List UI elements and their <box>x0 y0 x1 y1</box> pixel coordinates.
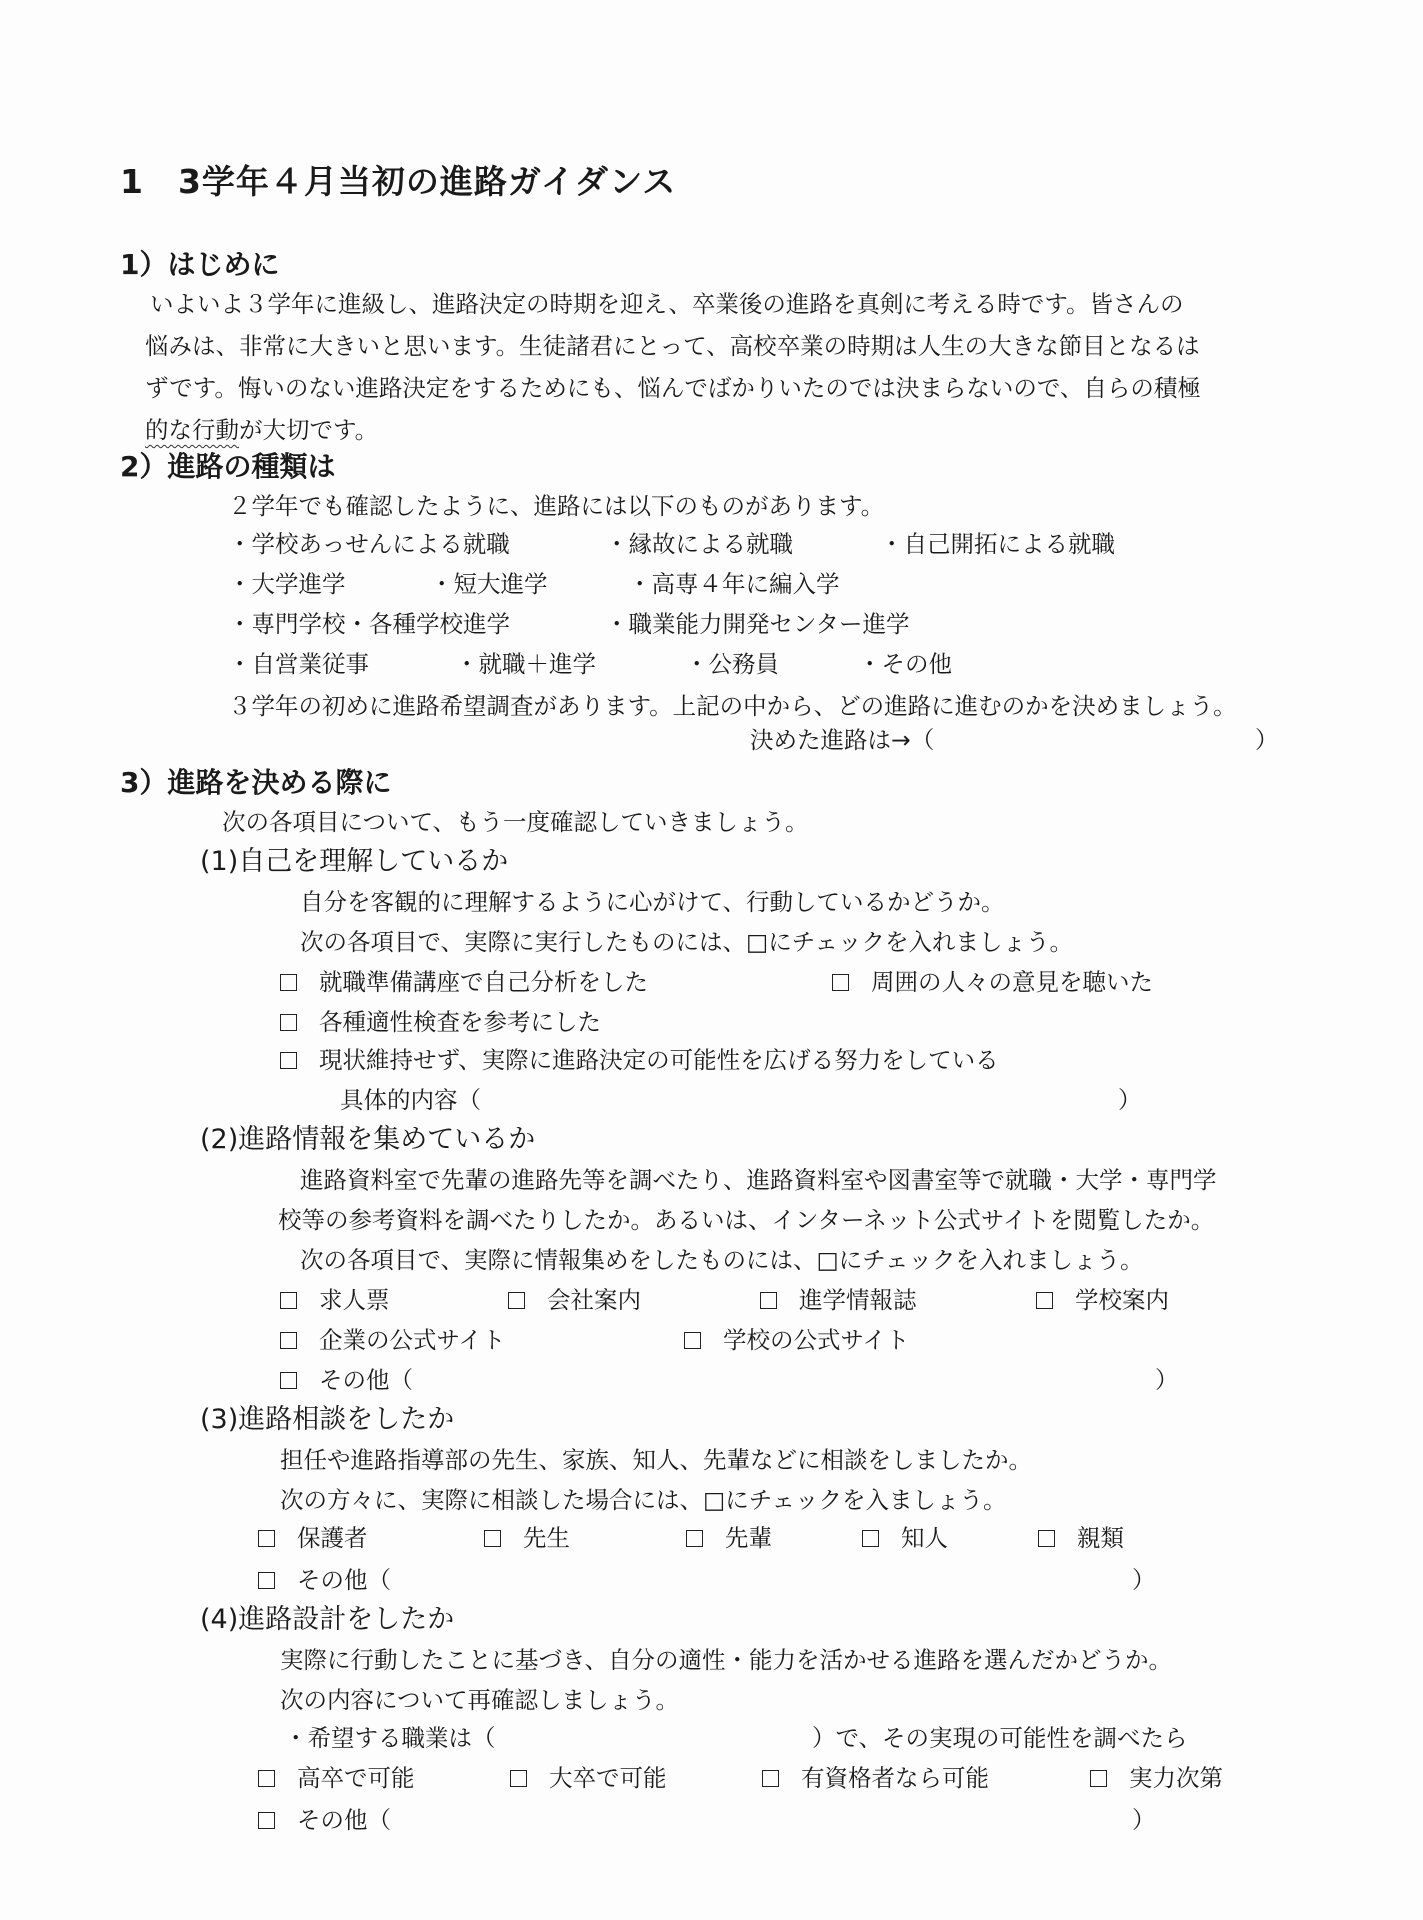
checkbox-item[interactable] <box>686 1524 772 1552</box>
section-1-heading: 1）はじめに <box>120 248 280 281</box>
s2-line-1: 進路資料室で先輩の進路先等を調べたり、進路資料室や図書室等で就職・大学・専門学 <box>300 1166 1217 1194</box>
checkbox[interactable] <box>280 974 297 991</box>
checkbox[interactable] <box>1038 1530 1055 1547</box>
checkbox[interactable] <box>280 1372 297 1389</box>
checkbox-item[interactable] <box>510 1764 667 1792</box>
s2-line-3: 次の各項目で、実際に情報集めをしたものには、□にチェックを入れましょう。 <box>300 1246 1144 1274</box>
survey-text: ３学年の初めに進路希望調査があります。上記の中から、どの進路に進むのかを決めましょう。 <box>228 692 1237 720</box>
course-item: ・大学進学 <box>228 570 346 598</box>
checkbox[interactable] <box>510 1770 527 1787</box>
checkbox-item[interactable] <box>258 1806 391 1834</box>
checkbox-label: その他（ <box>319 1366 413 1394</box>
desired-job-rest: ）で、その実現の可能性を調べたら <box>812 1724 1188 1752</box>
checkbox-label: 進学情報誌 <box>799 1286 917 1314</box>
s1-line-1: 自分を客観的に理解するように心がけて、行動しているかどうか。 <box>300 888 1005 916</box>
checkbox-label: 各種適性検査を参考にした <box>319 1008 601 1036</box>
checkbox[interactable] <box>258 1530 275 1547</box>
subsection-1-heading: (1)自己を理解しているか <box>200 846 509 877</box>
course-item: ・自己開拓による就職 <box>880 530 1115 558</box>
checkbox[interactable] <box>280 1052 297 1069</box>
checkbox-item[interactable] <box>280 968 648 996</box>
sec3-intro: 次の各項目について、もう一度確認していきましょう。 <box>222 808 809 836</box>
checkbox-item[interactable] <box>484 1524 570 1552</box>
checkbox-item[interactable] <box>684 1326 909 1354</box>
checkbox-label: 先輩 <box>725 1524 772 1552</box>
checkbox-item[interactable] <box>1090 1764 1223 1792</box>
checkbox[interactable] <box>258 1812 275 1829</box>
course-item: ・短大進学 <box>430 570 548 598</box>
decided-course-label: 決めた進路は→（ <box>750 726 935 754</box>
checkbox-item[interactable] <box>862 1524 948 1552</box>
checkbox-item[interactable] <box>258 1524 368 1552</box>
checkbox-label: 保護者 <box>297 1524 368 1552</box>
section-3-heading: 3）進路を決める際に <box>120 766 392 799</box>
checkbox[interactable] <box>1036 1292 1053 1309</box>
course-item: ・職業能力開発センター進学 <box>605 610 910 638</box>
checkbox-label: 求人票 <box>319 1286 390 1314</box>
checkbox-label: 大卒で可能 <box>549 1764 667 1792</box>
checkbox-item[interactable] <box>258 1764 415 1792</box>
course-item: ・自営業従事 <box>228 650 369 678</box>
checkbox[interactable] <box>686 1530 703 1547</box>
checkbox-label: 現状維持せず、実際に進路決定の可能性を広げる努力をしている <box>319 1046 999 1074</box>
checkbox-label: その他（ <box>297 1806 391 1834</box>
close-paren: ） <box>1132 1806 1156 1834</box>
emphasis-text: 的な行動 <box>145 416 239 444</box>
sec1-line-4-rest: が大切です。 <box>239 416 379 444</box>
checkbox-item[interactable] <box>762 1764 989 1792</box>
checkbox[interactable] <box>508 1292 525 1309</box>
course-item: ・その他 <box>858 650 952 678</box>
sec2-intro: ２学年でも確認したように、進路には以下のものがあります。 <box>228 492 885 520</box>
s2-line-2: 校等の参考資料を調べたりしたか。あるいは、インターネット公式サイトを閲覧したか。 <box>278 1206 1215 1234</box>
section-2-heading: 2）進路の種類は <box>120 450 336 483</box>
checkbox-label: 学校案内 <box>1075 1286 1169 1314</box>
checkbox[interactable] <box>1090 1770 1107 1787</box>
checkbox-label: 学校の公式サイト <box>723 1326 910 1354</box>
checkbox[interactable] <box>258 1572 275 1589</box>
course-item: ・縁故による就職 <box>605 530 793 558</box>
subsection-3-heading: (3)進路相談をしたか <box>200 1404 455 1435</box>
sec1-line-4 <box>145 416 378 444</box>
checkbox[interactable] <box>280 1292 297 1309</box>
subsection-4-heading: (4)進路設計をしたか <box>200 1604 455 1635</box>
checkbox[interactable] <box>280 1014 297 1031</box>
checkbox[interactable] <box>762 1770 779 1787</box>
sec1-line-1: いよいよ３学年に進級し、進路決定の時期を迎え、卒業後の進路を真剣に考える時です。皆さんの <box>150 290 1184 318</box>
checkbox[interactable] <box>258 1770 275 1787</box>
checkbox[interactable] <box>684 1332 701 1349</box>
close-paren: ） <box>1255 726 1279 754</box>
checkbox-item[interactable] <box>280 1046 999 1074</box>
course-item: ・学校あっせんによる就職 <box>228 530 510 558</box>
checkbox-label: その他（ <box>297 1566 391 1594</box>
close-paren: ） <box>1155 1366 1179 1394</box>
page-title: 1 3学年４月当初の進路ガイダンス <box>120 162 677 201</box>
s4-line-2: 次の内容について再確認しましょう。 <box>280 1686 680 1714</box>
checkbox-label: 企業の公式サイト <box>319 1326 506 1354</box>
checkbox[interactable] <box>862 1530 879 1547</box>
subsection-2-heading: (2)進路情報を集めているか <box>200 1124 536 1155</box>
s4-line-1: 実際に行動したことに基づき、自分の適性・能力を活かせる進路を選んだかどうか。 <box>280 1646 1173 1674</box>
checkbox-label: 知人 <box>901 1524 948 1552</box>
sec1-line-2: 悩みは、非常に大きいと思います。生徒諸君にとって、高校卒業の時期は人生の大きな節目となるは <box>145 332 1200 360</box>
s1-line-2: 次の各項目で、実際に実行したものには、□にチェックを入れましょう。 <box>300 928 1074 956</box>
checkbox-item[interactable] <box>760 1286 917 1314</box>
course-item: ・公務員 <box>685 650 779 678</box>
checkbox-label: 高卒で可能 <box>297 1764 415 1792</box>
checkbox[interactable] <box>484 1530 501 1547</box>
checkbox-item[interactable] <box>280 1008 601 1036</box>
s3-line-2: 次の方々に、実際に相談した場合には、□にチェックを入ましょう。 <box>280 1486 1007 1514</box>
close-paren: ） <box>1118 1086 1142 1114</box>
sec1-line-3: ずです。悔いのない進路決定をするためにも、悩んでばかりいたのでは決まらないので、自らの積極 <box>145 374 1201 402</box>
checkbox-label: 実力次第 <box>1129 1764 1223 1792</box>
desired-job-label: ・希望する職業は（ <box>284 1724 496 1752</box>
checkbox-item[interactable] <box>280 1366 413 1394</box>
checkbox-label: 有資格者なら可能 <box>801 1764 989 1792</box>
checkbox-label: 就職準備講座で自己分析をした <box>319 968 648 996</box>
checkbox-label: 親類 <box>1077 1524 1124 1552</box>
course-item: ・高専４年に編入学 <box>628 570 840 598</box>
checkbox-item[interactable] <box>508 1286 641 1314</box>
s3-line-1: 担任や進路指導部の先生、家族、知人、先輩などに相談をしましたか。 <box>280 1446 1032 1474</box>
checkbox-item[interactable] <box>832 968 1153 996</box>
detail-label: 具体的内容（ <box>340 1086 481 1114</box>
checkbox-item[interactable] <box>1038 1524 1124 1552</box>
checkbox-item[interactable] <box>1036 1286 1169 1314</box>
course-item: ・就職＋進学 <box>455 650 596 678</box>
checkbox[interactable] <box>832 974 849 991</box>
checkbox[interactable] <box>760 1292 777 1309</box>
checkbox-item[interactable] <box>258 1566 391 1594</box>
checkbox-label: 先生 <box>523 1524 570 1552</box>
checkbox-item[interactable] <box>280 1286 390 1314</box>
course-item: ・専門学校・各種学校進学 <box>228 610 510 638</box>
close-paren: ） <box>1132 1566 1156 1594</box>
checkbox-label: 会社案内 <box>547 1286 641 1314</box>
checkbox-label: 周囲の人々の意見を聴いた <box>871 968 1153 996</box>
checkbox[interactable] <box>280 1332 297 1349</box>
checkbox-item[interactable] <box>280 1326 505 1354</box>
